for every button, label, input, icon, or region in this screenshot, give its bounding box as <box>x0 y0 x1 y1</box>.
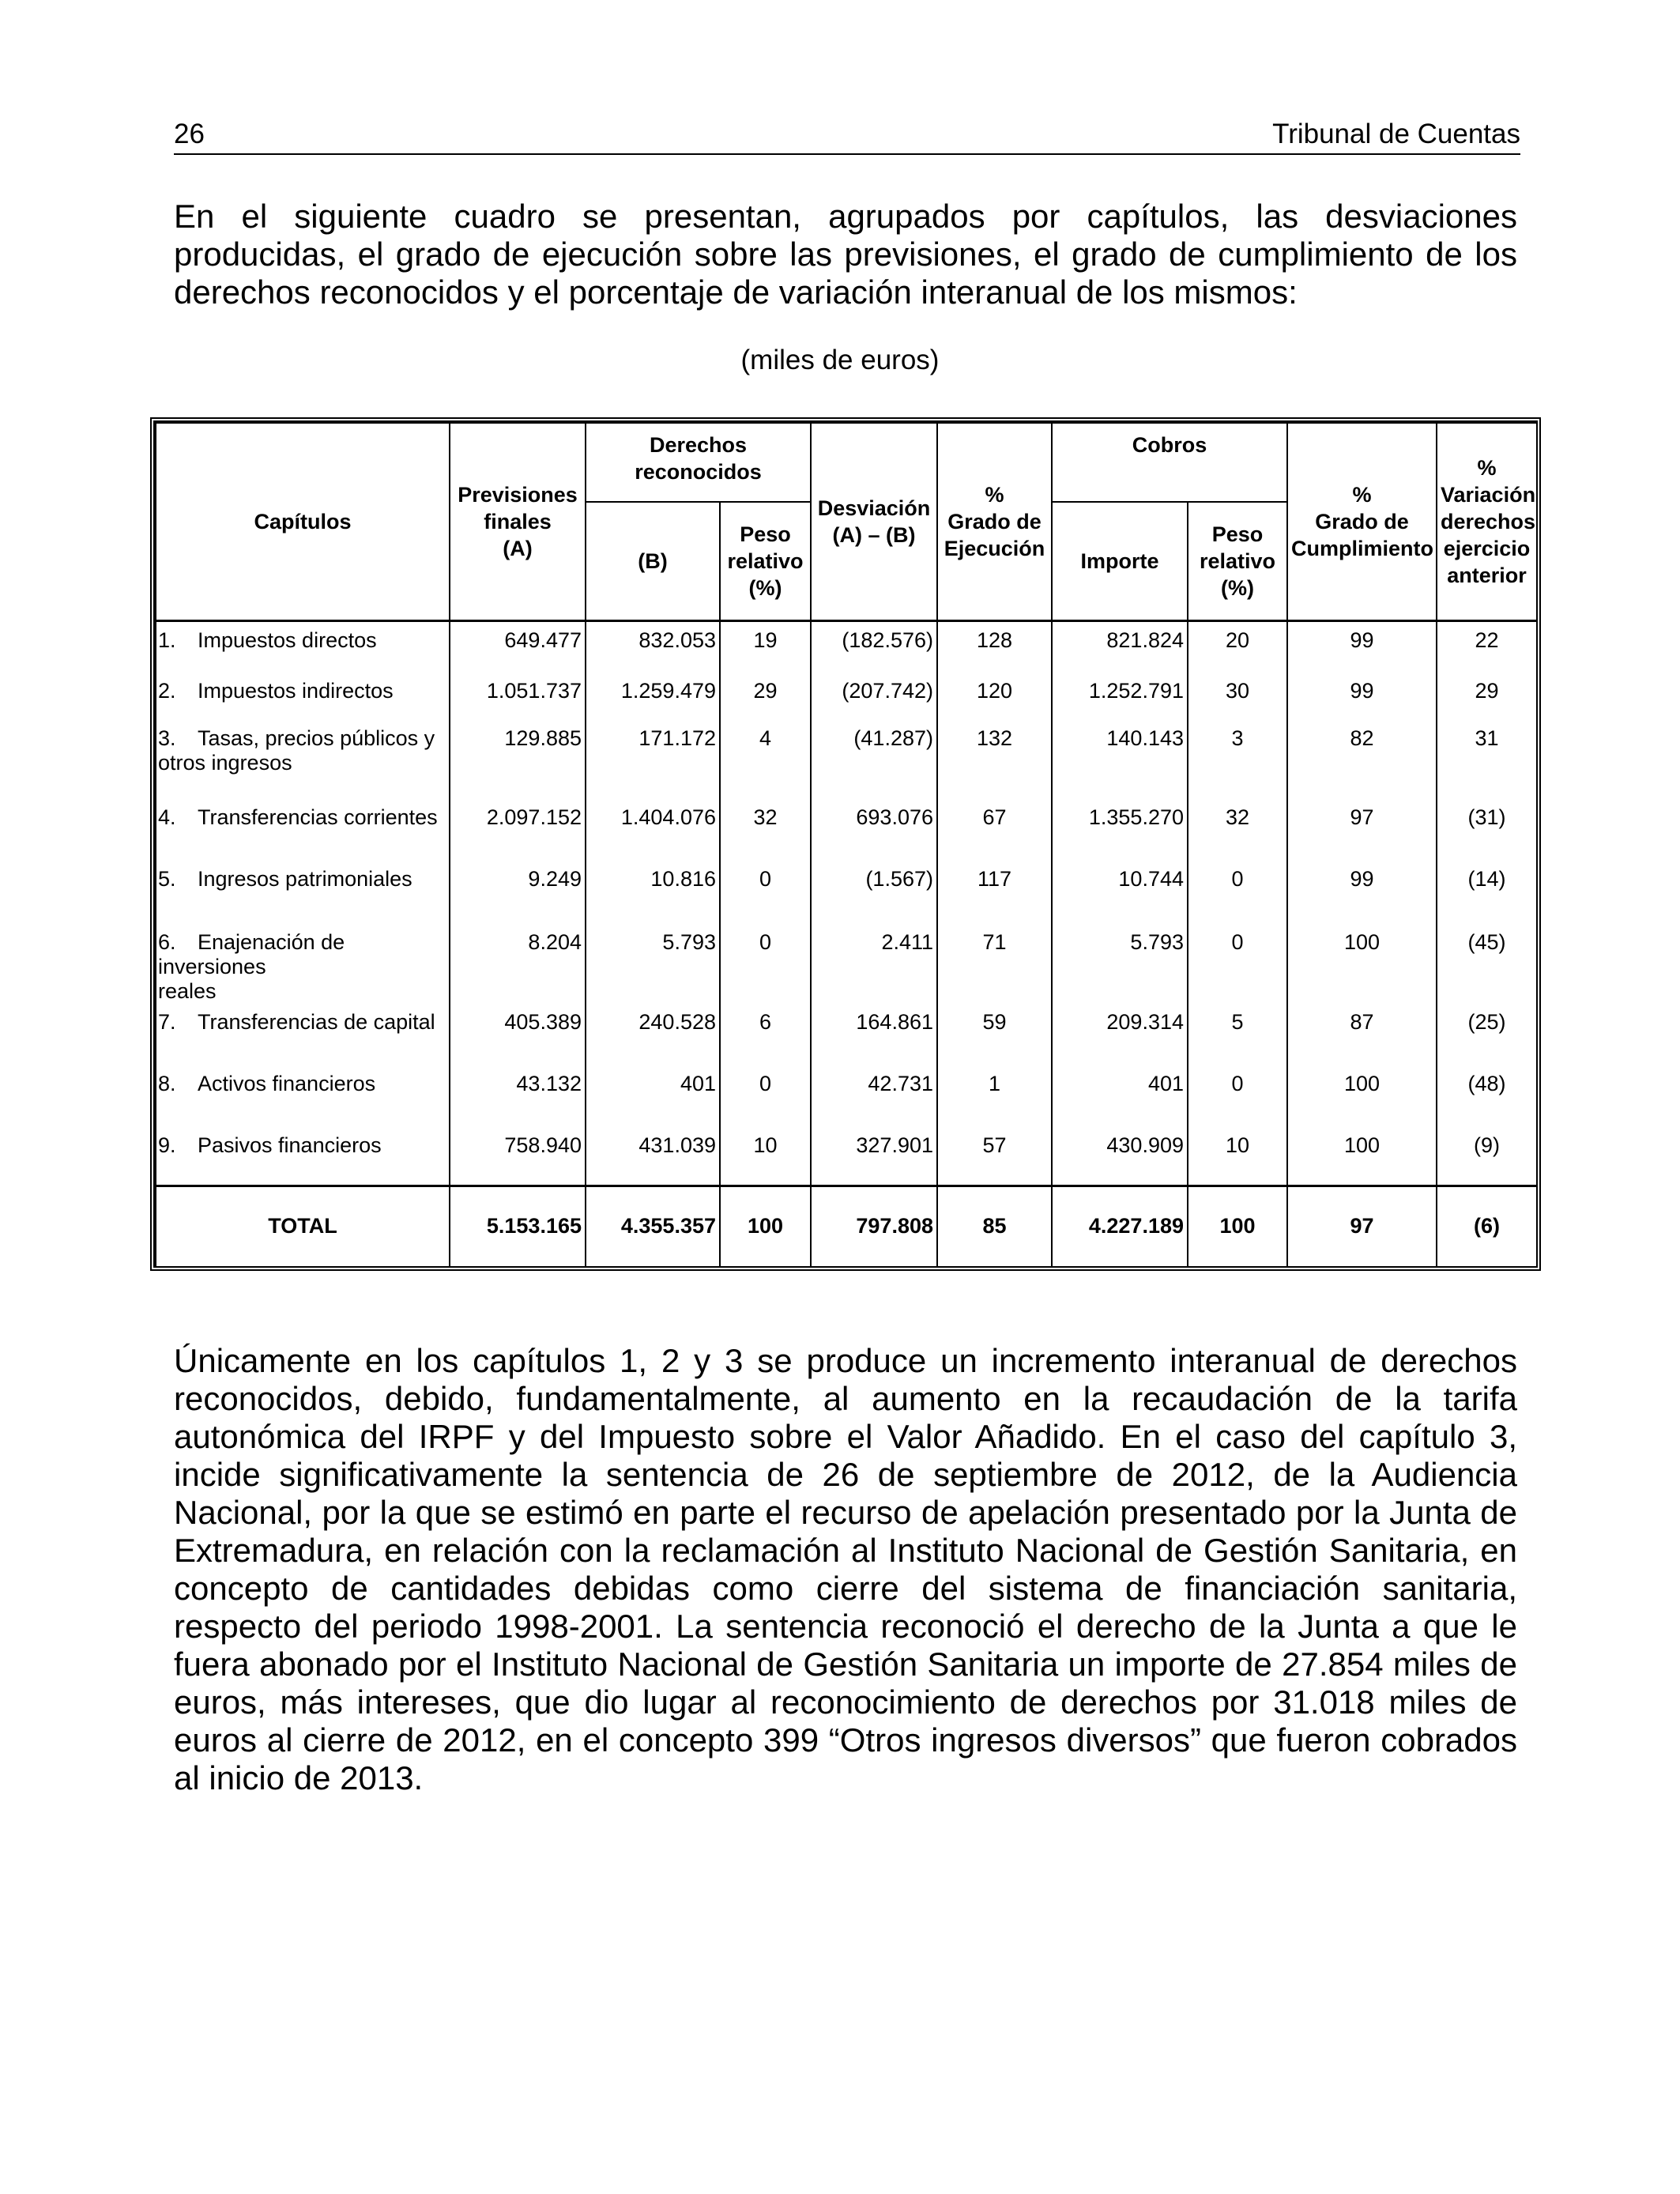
cell-capitulo: 8. Activos financieros <box>156 1065 450 1127</box>
total-desviacion: 797.808 <box>811 1186 937 1266</box>
cell-cobros-peso: 3 <box>1188 720 1287 799</box>
cell-previsiones: 1.051.737 <box>450 673 586 720</box>
cell-importe: 821.824 <box>1052 620 1188 673</box>
cell-derechos: 431.039 <box>586 1127 720 1186</box>
table-row <box>156 1004 1537 1065</box>
cell-capitulo: 6. Enajenación de inversiones reales <box>156 924 450 1004</box>
closing-paragraph: Únicamente en los capítulos 1, 2 y 3 se produce un incremento interanual de derechos reconocidos, debido, fundamentalmente, al aumento en la recaudación de la tarifa autonómica del IRPF y del Impuesto sobre el Valor Añadido. En el caso del capítulo 3, incide significativamente la sentencia de 26 de septiembre de 2012, de la Audiencia Nacional, por la que se estimó en parte el recurso de apelación presentado por la Junta de Extremadura, en relación con la reclamación al Instituto Nacional de Gestión Sanitaria, en concepto de cantidades debidas como cierre del sistema de financiación sanitaria, respecto del periodo 1998-2001. La sentencia reconoció el derecho de la Junta a que le fuera abonado por el Instituto Nacional de Gestión Sanitaria un importe de 27.854 miles de euros, más intereses, que dio lugar al reconocimiento de derechos por 31.018 miles de euros al cierre de 2012, en el concepto 399 “Otros ingresos diversos” que fueron cobrados al inicio de 2013. <box>174 1342 1517 1796</box>
cell-grado-ejecucion: 71 <box>937 924 1052 1004</box>
total-grado-cumplimiento: 97 <box>1287 1186 1437 1266</box>
cell-grado-cumplimiento: 100 <box>1287 1065 1437 1127</box>
total-peso-relativo: 100 <box>720 1186 811 1266</box>
total-variacion: (6) <box>1437 1186 1537 1266</box>
cell-variacion: 22 <box>1437 620 1537 673</box>
cell-peso-relativo: 0 <box>720 924 811 1004</box>
table-row <box>156 620 1537 673</box>
cell-importe: 430.909 <box>1052 1127 1188 1186</box>
header-peso-relativo: Peso relativo (%) <box>720 502 811 620</box>
cell-peso-relativo: 19 <box>720 620 811 673</box>
cell-grado-cumplimiento: 97 <box>1287 799 1437 861</box>
cell-derechos: 832.053 <box>586 620 720 673</box>
cell-variacion: (25) <box>1437 1004 1537 1065</box>
cell-derechos: 1.259.479 <box>586 673 720 720</box>
total-derechos: 4.355.357 <box>586 1186 720 1266</box>
cell-peso-relativo: 29 <box>720 673 811 720</box>
cell-desviacion: 164.861 <box>811 1004 937 1065</box>
cell-grado-ejecucion: 128 <box>937 620 1052 673</box>
cell-peso-relativo: 6 <box>720 1004 811 1065</box>
units-caption: (miles de euros) <box>740 345 940 375</box>
capitulos-table <box>150 417 1541 1271</box>
table-row <box>156 673 1537 720</box>
cell-peso-relativo: 32 <box>720 799 811 861</box>
cell-derechos: 10.816 <box>586 861 720 924</box>
cell-importe: 401 <box>1052 1065 1188 1127</box>
header-cobros-peso-relativo: Peso relativo (%) <box>1188 502 1287 620</box>
header-variacion: % Variación derechos ejercicio anterior <box>1437 423 1537 620</box>
page-number: 26 <box>174 119 205 149</box>
cell-desviacion: 327.901 <box>811 1127 937 1186</box>
cell-grado-cumplimiento: 99 <box>1287 861 1437 924</box>
cell-derechos: 401 <box>586 1065 720 1127</box>
header-desviacion: Desviación (A) – (B) <box>811 423 937 620</box>
cell-grado-cumplimiento: 82 <box>1287 720 1437 799</box>
total-row <box>156 1186 1537 1266</box>
cell-cobros-peso: 32 <box>1188 799 1287 861</box>
cell-variacion: (31) <box>1437 799 1537 861</box>
table-row <box>156 1065 1537 1127</box>
cell-grado-ejecucion: 59 <box>937 1004 1052 1065</box>
header-grado-cumplimiento: % Grado de Cumplimiento <box>1287 423 1437 620</box>
table-row <box>156 924 1537 1004</box>
cell-capitulo: 5. Ingresos patrimoniales <box>156 861 450 924</box>
total-cobros-peso: 100 <box>1188 1186 1287 1266</box>
cell-variacion: (14) <box>1437 861 1537 924</box>
cell-grado-ejecucion: 132 <box>937 720 1052 799</box>
cell-capitulo: 1. Impuestos directos <box>156 620 450 673</box>
table-row <box>156 720 1537 799</box>
cell-capitulo: 4. Transferencias corrientes <box>156 799 450 861</box>
cell-desviacion: 42.731 <box>811 1065 937 1127</box>
cell-previsiones: 43.132 <box>450 1065 586 1127</box>
cell-grado-cumplimiento: 99 <box>1287 673 1437 720</box>
header-derechos-reconocidos: Derechos reconocidos <box>586 423 811 502</box>
cell-derechos: 171.172 <box>586 720 720 799</box>
cell-desviacion: (182.576) <box>811 620 937 673</box>
header-previsiones: Previsiones finales (A) <box>450 423 586 620</box>
cell-variacion: (9) <box>1437 1127 1537 1186</box>
cell-previsiones: 8.204 <box>450 924 586 1004</box>
table-row <box>156 1127 1537 1186</box>
cell-cobros-peso: 0 <box>1188 861 1287 924</box>
cell-importe: 10.744 <box>1052 861 1188 924</box>
cell-cobros-peso: 5 <box>1188 1004 1287 1065</box>
cell-importe: 209.314 <box>1052 1004 1188 1065</box>
cell-previsiones: 758.940 <box>450 1127 586 1186</box>
cell-importe: 140.143 <box>1052 720 1188 799</box>
cell-cobros-peso: 0 <box>1188 1065 1287 1127</box>
total-label: TOTAL <box>156 1186 450 1266</box>
publication-title: Tribunal de Cuentas <box>1272 119 1520 149</box>
total-importe: 4.227.189 <box>1052 1186 1188 1266</box>
cell-grado-ejecucion: 67 <box>937 799 1052 861</box>
table-row <box>156 799 1537 861</box>
cell-grado-ejecucion: 57 <box>937 1127 1052 1186</box>
cell-cobros-peso: 10 <box>1188 1127 1287 1186</box>
cell-capitulo: 9. Pasivos financieros <box>156 1127 450 1186</box>
cell-desviacion: (1.567) <box>811 861 937 924</box>
total-previsiones: 5.153.165 <box>450 1186 586 1266</box>
table-row <box>156 861 1537 924</box>
cell-capitulo: 2. Impuestos indirectos <box>156 673 450 720</box>
cell-previsiones: 129.885 <box>450 720 586 799</box>
cell-grado-cumplimiento: 99 <box>1287 620 1437 673</box>
cell-importe: 1.355.270 <box>1052 799 1188 861</box>
total-grado-ejecucion: 85 <box>937 1186 1052 1266</box>
cell-desviacion: 693.076 <box>811 799 937 861</box>
cell-variacion: 29 <box>1437 673 1537 720</box>
header-importe: Importe <box>1052 502 1188 620</box>
header-derechos-b: (B) <box>586 502 720 620</box>
cell-derechos: 240.528 <box>586 1004 720 1065</box>
page-header <box>174 117 1520 155</box>
cell-importe: 5.793 <box>1052 924 1188 1004</box>
cell-variacion: (48) <box>1437 1065 1537 1127</box>
header-capitulos: Capítulos <box>156 423 450 620</box>
cell-cobros-peso: 0 <box>1188 924 1287 1004</box>
cell-peso-relativo: 10 <box>720 1127 811 1186</box>
intro-paragraph: En el siguiente cuadro se presentan, agrupados por capítulos, las desviaciones producidas, el grado de ejecución sobre las previsiones, el grado de cumplimiento de los derechos reconocidos y el porcentaje de variación interanual de los mismos: <box>174 198 1517 311</box>
cell-desviacion: (41.287) <box>811 720 937 799</box>
cell-variacion: 31 <box>1437 720 1537 799</box>
cell-grado-ejecucion: 120 <box>937 673 1052 720</box>
cell-cobros-peso: 30 <box>1188 673 1287 720</box>
cell-grado-cumplimiento: 100 <box>1287 1127 1437 1186</box>
cell-derechos: 5.793 <box>586 924 720 1004</box>
cell-previsiones: 649.477 <box>450 620 586 673</box>
cell-grado-ejecucion: 117 <box>937 861 1052 924</box>
header-grado-ejecucion: % Grado de Ejecución <box>937 423 1052 620</box>
cell-peso-relativo: 0 <box>720 1065 811 1127</box>
cell-grado-ejecucion: 1 <box>937 1065 1052 1127</box>
cell-derechos: 1.404.076 <box>586 799 720 861</box>
cell-peso-relativo: 4 <box>720 720 811 799</box>
cell-previsiones: 9.249 <box>450 861 586 924</box>
cell-desviacion: (207.742) <box>811 673 937 720</box>
cell-grado-cumplimiento: 100 <box>1287 924 1437 1004</box>
header-cobros: Cobros <box>1052 423 1287 502</box>
cell-peso-relativo: 0 <box>720 861 811 924</box>
cell-capitulo: 3. Tasas, precios públicos y otros ingresos <box>156 720 450 799</box>
cell-desviacion: 2.411 <box>811 924 937 1004</box>
cell-importe: 1.252.791 <box>1052 673 1188 720</box>
cell-grado-cumplimiento: 87 <box>1287 1004 1437 1065</box>
cell-variacion: (45) <box>1437 924 1537 1004</box>
cell-cobros-peso: 20 <box>1188 620 1287 673</box>
cell-previsiones: 2.097.152 <box>450 799 586 861</box>
cell-capitulo: 7. Transferencias de capital <box>156 1004 450 1065</box>
cell-previsiones: 405.389 <box>450 1004 586 1065</box>
